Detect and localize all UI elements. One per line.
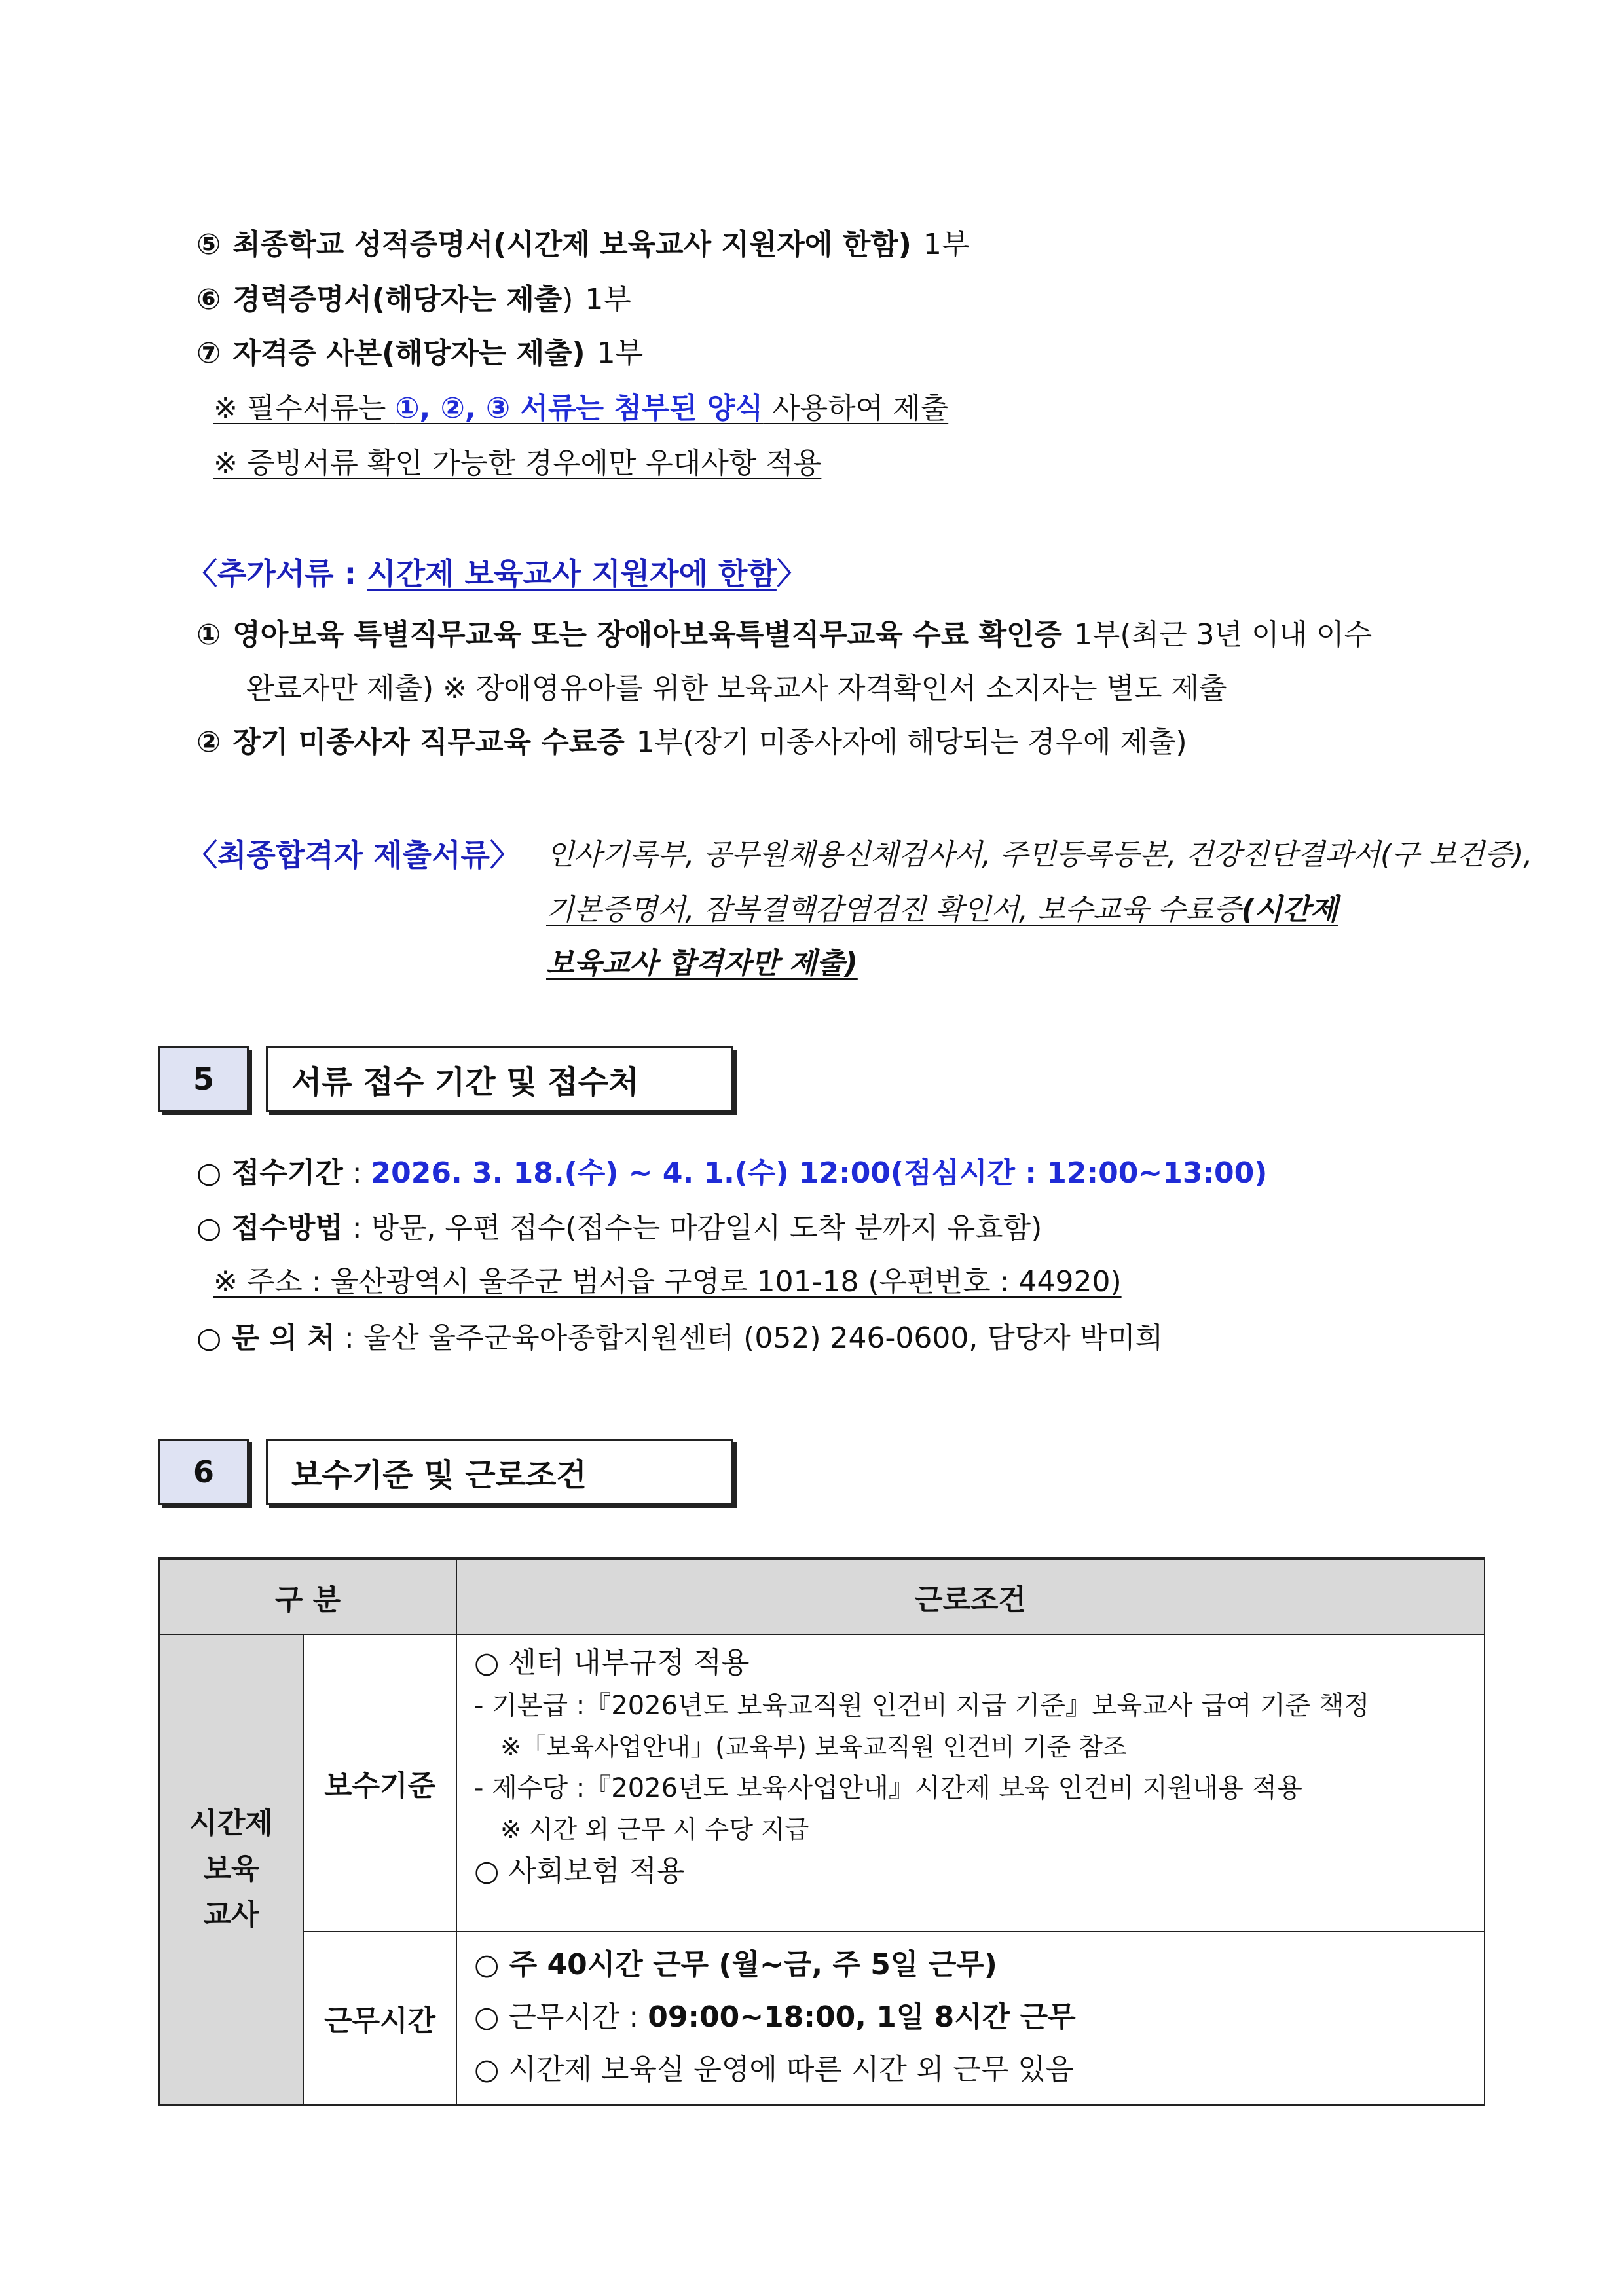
pay-standard-details: ○ 센터 내부규정 적용 - 기본급 :『2026년도 보육교직원 인건비 지급 기준』보육교사 급여 기준 책정 ※「보육사업안내」(교육부) 보육교직원 인건비 기준 참조 - 제수당 :『2026년도 보육사업안내』시간제 보육 인건비 지원내용 적용 ※ 시간 외 근무 시 수당 지급 ○ 사회보험 적용 [456, 1634, 1485, 1932]
doc-item-7: ⑦ 자격증 사본(해당자는 제출) 1부 [196, 337, 644, 370]
row-label-part-time-teacher: 시간제 보육 교사 [159, 1634, 303, 2104]
evidence-note: ※ 증빙서류 확인 가능한 경우에만 우대사항 적용 [213, 447, 822, 480]
doc-item-6-label: 경력증명서(해당자는 제출 [232, 283, 563, 316]
final-docs-line-1: 인사기록부, 공무원채용신체검사서, 주민등록등본, 건강진단결과서(구 보건증), [546, 838, 1533, 872]
receipt-contact: ○ 문 의 처 : 울산 울주군육아종합지원센터 (052) 246-0600, 담당자 박미희 [196, 1321, 1164, 1355]
section-5-title: 서류 접수 기간 및 접수처 [266, 1046, 733, 1112]
doc-item-6: ⑥ 경력증명서(해당자는 제출) 1부 [196, 283, 631, 316]
additional-item-1: ① 영아보육 특별직무교육 또는 장애아보육특별직무교육 수료 확인증 1부(최근 3년 이내 이수 [196, 618, 1373, 652]
working-conditions-table [158, 1557, 1485, 2106]
section-5-number: 5 [158, 1046, 249, 1112]
additional-item-1-cont: 완료자만 제출) ※ 장애영유아를 위한 보육교사 자격확인서 소지자는 별도 제출 [246, 672, 1227, 705]
doc-item-5-label: 최종학교 성적증명서(시간제 보육교사 지원자에 한함) [232, 228, 912, 261]
working-hours-label: 근무시간 [303, 1932, 456, 2104]
final-docs-list [546, 835, 1532, 983]
receipt-period: ○ 접수기간 : 2026. 3. 18.(수) ~ 4. 1.(수) 12:00(점심시간 : 12:00~13:00) [196, 1156, 1268, 1190]
table-header-category: 구 분 [159, 1559, 456, 1635]
additional-item-2: ② 장기 미종사자 직무교육 수료증 1부(장기 미종사자에 해당되는 경우에 제출) [196, 725, 1187, 759]
doc-item-5: ⑤ 최종학교 성적증명서(시간제 보육교사 지원자에 한함) 1부 [196, 228, 970, 261]
receipt-method: ○ 접수방법 : 방문, 우편 접수(접수는 마감일시 도착 분까지 유효함) [196, 1211, 1043, 1245]
doc-item-7-label: 자격증 사본 [232, 337, 382, 370]
section-6-title: 보수기준 및 근로조건 [266, 1439, 733, 1505]
receipt-address: ※ 주소 : 울산광역시 울주군 범서읍 구영로 101-18 (우편번호 : 44920) [213, 1265, 1122, 1298]
required-docs-note: ※ 필수서류는 ①, ②, ③ 서류는 첨부된 양식 사용하여 제출 [213, 392, 949, 425]
pay-standard-label: 보수기준 [303, 1634, 456, 1932]
table-header-conditions: 근로조건 [456, 1559, 1485, 1635]
section-6-number: 6 [158, 1439, 249, 1505]
final-docs-line-3: 보육교사 합격자만 제출) [546, 947, 858, 980]
final-docs-line-2: 기본증명서, 잠복결핵감염검진 확인서, 보수교육 수료증(시간제 [546, 893, 1338, 927]
final-docs-heading: 〈최종합격자 제출서류〉 [187, 837, 520, 873]
additional-docs-heading: 〈추가서류 : 시간제 보육교사 지원자에 한함〉 [187, 556, 807, 591]
working-hours-details: ○ 주 40시간 근무 (월~금, 주 5일 근무) ○ 근무시간 : 09:00~18:00, 1일 8시간 근무 ○ 시간제 보육실 운영에 따른 시간 외 근무 있음 [456, 1932, 1485, 2104]
